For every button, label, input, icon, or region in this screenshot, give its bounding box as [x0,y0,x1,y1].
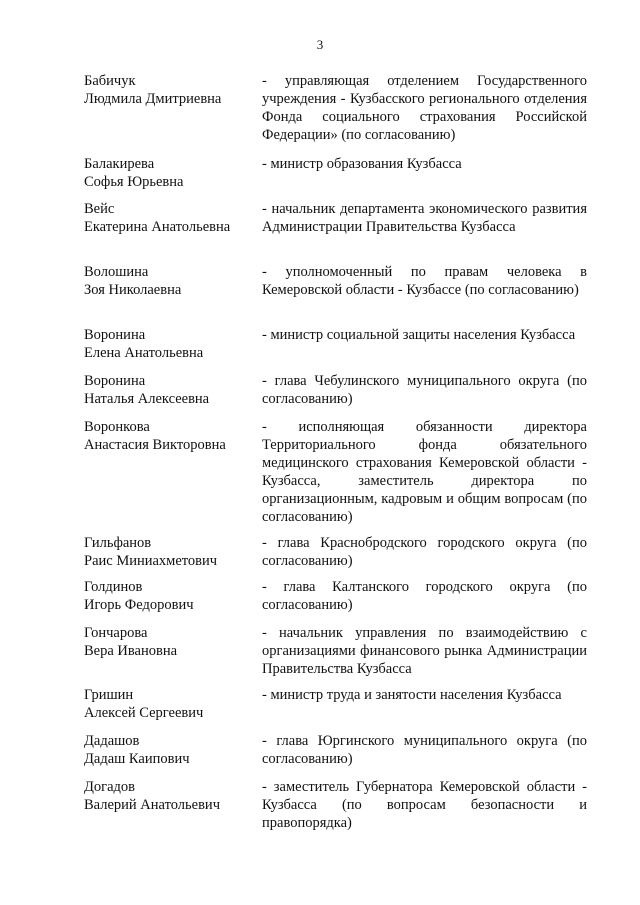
member-role: - глава Юргинского муниципального округа (по согласованию) [262,733,587,767]
member-given-name: Дадаш Каипович [84,751,190,767]
member-name [84,534,254,570]
member-given-name: Вера Ивановна [84,643,178,659]
member-name [84,263,254,299]
member-given-name: Игорь Федорович [84,597,194,613]
member-surname: Гончарова [84,625,148,641]
member-surname: Догадов [84,779,135,795]
member-surname: Воронина [84,327,146,343]
member-name [84,155,254,191]
member-surname: Волошина [84,264,149,280]
member-name [84,418,254,454]
member-name [84,578,254,614]
member-surname: Бабичук [84,73,136,89]
member-role: - начальник департамента экономического развития Администрации Правительства Кузбасса [262,201,587,235]
member-role: - министр труда и занятости населения Кузбасса [262,687,562,703]
member-given-name: Екатерина Анатольевна [84,219,231,235]
member-name [84,72,254,108]
member-role: - уполномоченный по правам человека в Кемеровской области - Кузбассе (по согласованию) [262,264,587,298]
member-surname: Гришин [84,687,134,703]
member-given-name: Валерий Анатольевич [84,797,220,813]
member-given-name: Алексей Сергеевич [84,705,204,721]
member-surname: Воронина [84,373,146,389]
member-surname: Голдинов [84,579,143,595]
member-given-name: Софья Юрьевна [84,174,184,190]
member-role: - министр образования Кузбасса [262,156,462,172]
member-role: - глава Краснобродского городского округа (по согласованию) [262,535,587,569]
member-given-name: Анастасия Викторовна [84,437,226,453]
member-surname: Вейс [84,201,115,217]
member-role: - заместитель Губернатора Кемеровской области - Кузбасса (по вопросам безопасности и правопорядка) [262,779,587,831]
member-name [84,200,254,236]
member-role: - глава Чебулинского муниципального округа (по согласованию) [262,373,587,407]
member-surname: Гильфанов [84,535,152,551]
member-name [84,372,254,408]
member-name [84,778,254,814]
member-given-name: Наталья Алексеевна [84,391,210,407]
member-name [84,624,254,660]
member-name [84,326,254,362]
member-surname: Воронкова [84,419,150,435]
member-given-name: Людмила Дмитриевна [84,91,222,107]
member-role: - исполняющая обязанности директора Территориального фонда обязательного медицинского страхования Кемеровской области - Кузбасса, заместитель директора по организационным, кадровым и общим вопросам (по согласованию) [262,419,587,525]
member-name [84,686,254,722]
member-given-name: Зоя Николаевна [84,282,182,298]
member-surname: Балакирева [84,156,155,172]
member-surname: Дадашов [84,733,140,749]
page-number: 3 [316,37,324,52]
member-given-name: Елена Анатольевна [84,345,204,361]
member-role: - управляющая отделением Государственного учреждения - Кузбасского регионального отделения Фонда социального страхования Российской Федерации» (по согласованию) [262,73,587,143]
member-role: - министр социальной защиты населения Кузбасса [262,327,576,343]
member-role: - начальник управления по взаимодействию с организациями финансового рынка Администрации Правительства Кузбасса [262,625,587,677]
member-role: - глава Калтанского городского округа (по согласованию) [262,579,587,613]
member-given-name: Раис Миниахметович [84,553,218,569]
member-name [84,732,254,768]
